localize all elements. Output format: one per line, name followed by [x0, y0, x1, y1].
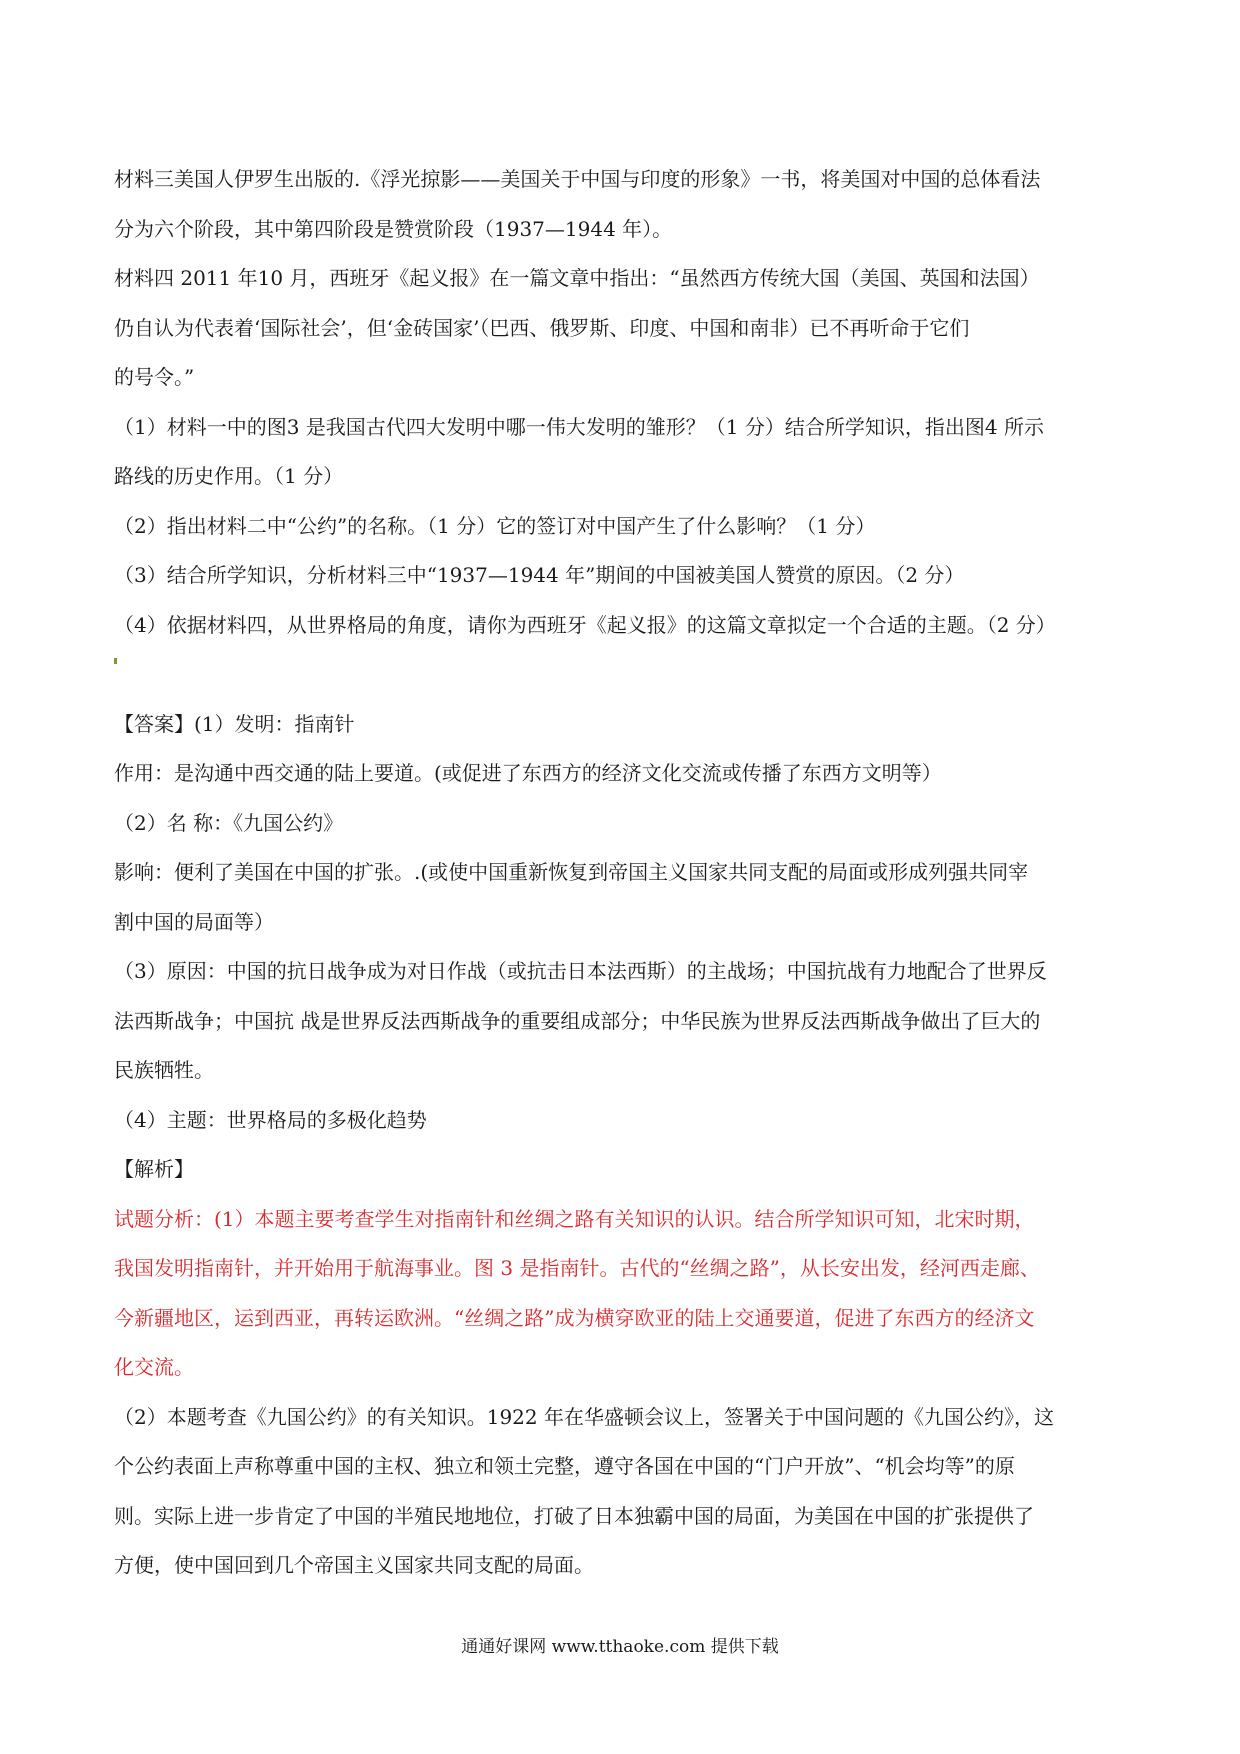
- text-line: 的号令。”: [114, 365, 195, 389]
- text-line: （2）名 称：《九国公约》: [114, 810, 344, 835]
- analysis-text-line: 我国发明指南针，并开始用于航海事业。图 3 是指南针。古代的“丝绸之路”，从长安出发，经河西走廊、: [114, 1256, 1040, 1280]
- margin-mark-dot: [114, 658, 117, 664]
- text-line: 法西斯战争；中国抗 战是世界反法西斯战争的重要组成部分；中华民族为世界反法西斯战争做出了巨大的: [114, 1008, 1041, 1033]
- text-line: 路线的历史作用。（1 分）: [114, 464, 344, 488]
- page-footer: 通通好课网 www.tthaoke.com 提供下载: [461, 1637, 779, 1657]
- text-line: 材料三美国人伊罗生出版的.《浮光掠影——美国关于中国与印度的形象》一书，将美国对中国的总体看法: [114, 167, 1041, 191]
- text-line: 民族牺牲。: [114, 1058, 214, 1082]
- text-line: 则。实际上进一步肯定了中国的半殖民地地位，打破了日本独霸中国的局面，为美国在中国的扩张提供了: [114, 1503, 1034, 1528]
- text-line: 影响：便利了美国在中国的扩张。.(或使中国重新恢复到帝国主义国家共同支配的局面或形成列强共同宰: [114, 860, 1029, 884]
- text-line: 作用：是沟通中西交通的陆上要道。(或促进了东西方的经济文化交流或传播了东西方文明等）: [114, 761, 942, 785]
- text-line: 分为六个阶段，其中第四阶段是赞赏阶段（1937—1944 年）。: [114, 216, 673, 241]
- document-body: [114, 155, 1134, 1591]
- text-line: （1）材料一中的图3 是我国古代四大发明中哪一伟大发明的雏形？（1 分）结合所学知识，指出图4 所示: [114, 414, 1044, 439]
- text-line: 【答案】(1）发明：指南针: [114, 711, 355, 736]
- analysis-text-line: 今新疆地区，运到西亚，再转运欧洲。“丝绸之路”成为横穿欧亚的陆上交通要道，促进了东西方的经济文: [114, 1305, 1035, 1330]
- analysis-text-line: 化交流。: [114, 1355, 194, 1379]
- text-line: 【解析】: [114, 1157, 194, 1181]
- text-line: 方便，使中国回到几个帝国主义国家共同支配的局面。: [114, 1553, 594, 1577]
- text-line: （2）指出材料二中“公约”的名称。（1 分）它的签订对中国产生了什么影响？（1 分）: [114, 513, 876, 538]
- text-line: （4）主题：世界格局的多极化趋势: [114, 1107, 427, 1132]
- text-line: （2）本题考查《九国公约》的有关知识。1922 年在华盛顿会议上，签署关于中国问题的《九国公约》，这: [114, 1404, 1054, 1429]
- text-line: （4）依据材料四，从世界格局的角度，请你为西班牙《起义报》的这篇文章拟定一个合适的主题。（2 分）: [114, 612, 1056, 637]
- text-line: 材料四 2011 年10 月，西班牙《起义报》在一篇文章中指出：“虽然西方传统大国（美国、英国和法国）: [114, 266, 1040, 290]
- text-line: （3）原因：中国的抗日战争成为对日作战（或抗击日本法西斯）的主战场；中国抗战有力地配合了世界反: [114, 959, 1047, 983]
- analysis-text-line: 试题分析：(1）本题主要考查学生对指南针和丝绸之路有关知识的认识。结合所学知识可知，北宋时期，: [114, 1206, 1035, 1231]
- text-line: 割中国的局面等）: [114, 909, 274, 934]
- text-line: 仍自认为代表着‘国际社会’，但‘金砖国家’（巴西、俄罗斯、印度、中国和南非）已不再听命于它们: [114, 315, 970, 340]
- text-line: 个公约表面上声称尊重中国的主权、独立和领土完整，遵守各国在中国的“门户开放”、“机会均等”的原: [114, 1454, 1015, 1478]
- text-line: （3）结合所学知识，分析材料三中“1937—1944 年”期间的中国被美国人赞赏的原因。（2 分）: [114, 563, 965, 587]
- margin-mark: [114, 650, 1134, 700]
